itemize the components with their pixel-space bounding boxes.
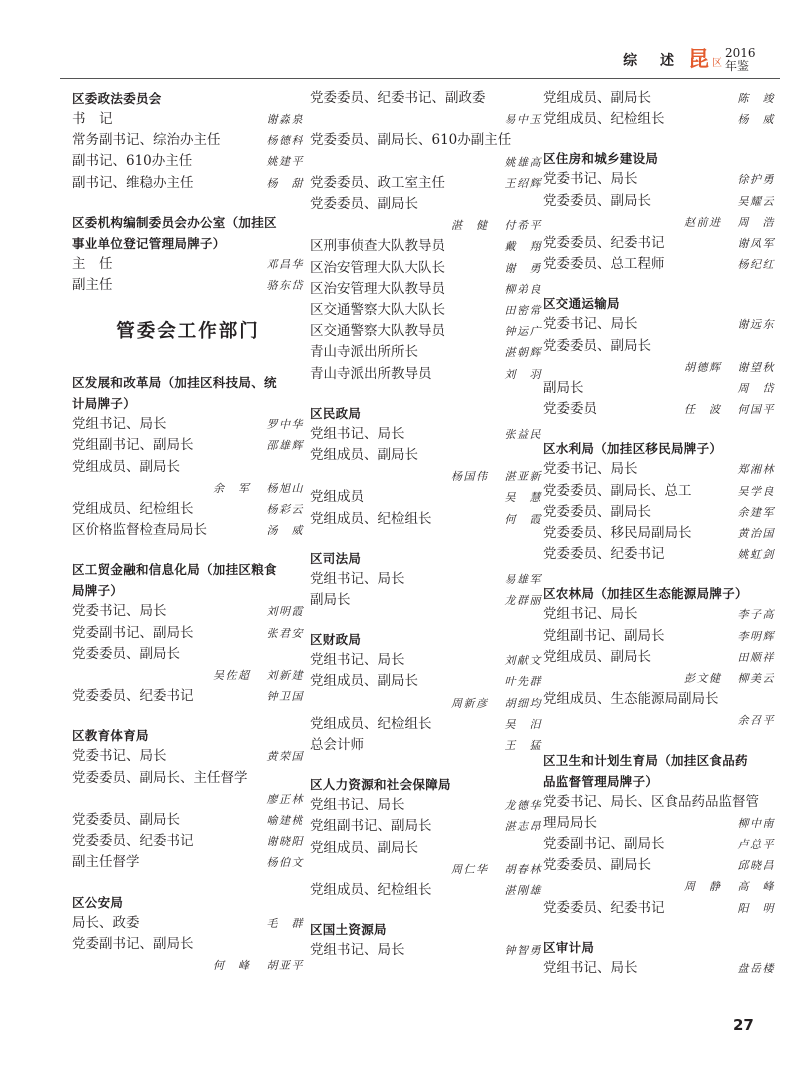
section-title: 区住房和城乡建设局 — [543, 151, 659, 167]
entry-role: 主 任 — [72, 255, 113, 272]
entry-row — [310, 487, 542, 508]
entry-row — [543, 109, 775, 130]
entry-names — [310, 859, 542, 880]
entry-name: 何国平 — [737, 403, 775, 417]
entry-name: 刘新建 — [266, 669, 304, 683]
entry-name: 杨国伟 — [451, 470, 489, 484]
entry-role: 党组成员、纪检组长 — [72, 501, 194, 518]
entry-row — [72, 913, 304, 934]
entry-name: 杨 甜 — [266, 176, 304, 190]
entry-role: 党委委员、副局长 — [543, 503, 651, 520]
section-label: 综 述 — [623, 53, 683, 69]
entry-names — [310, 693, 542, 714]
entry-row — [310, 671, 542, 692]
entry-row — [72, 254, 304, 275]
section-title: 区工贸金融和信息化局（加挂区粮食 — [72, 562, 277, 578]
entry-role: 党组成员、纪检组长 — [310, 882, 432, 899]
entry-names — [543, 876, 775, 897]
entry-name: 杨彩云 — [266, 503, 304, 517]
entry-row — [310, 364, 542, 385]
entry-names — [684, 399, 775, 420]
entry-name: 胡细均 — [504, 696, 542, 710]
entry-name: 龙德华 — [504, 799, 542, 813]
entry-row — [543, 88, 775, 109]
entry-names — [310, 466, 542, 487]
entry-name: 何 峰 — [213, 959, 251, 973]
entry-row — [543, 647, 775, 668]
entry-name: 谢晓阳 — [266, 835, 304, 849]
entry-row — [72, 130, 304, 151]
entry-name: 吴学良 — [737, 484, 775, 498]
entry-name: 戴 翔 — [504, 240, 542, 254]
section-title: 区卫生和计划生育局（加挂区食品药 — [543, 752, 748, 768]
entry-names — [543, 710, 775, 731]
entry-name: 余 军 — [213, 481, 251, 495]
entry-name: 谢 勇 — [504, 261, 542, 275]
entry-row — [310, 300, 542, 321]
entry-names — [310, 109, 542, 130]
section-title: 区委政法委员会 — [72, 91, 162, 106]
entry-role: 副主任 — [72, 277, 113, 294]
column-left — [72, 88, 304, 976]
entry-role: 副局长 — [310, 592, 351, 609]
entry-role: 副局长 — [543, 380, 584, 397]
entry-role: 党组书记、局长 — [310, 797, 405, 814]
entry-row — [310, 236, 542, 257]
entry-names — [72, 478, 304, 499]
entry-name: 高 峰 — [737, 880, 775, 894]
entry-row — [543, 378, 775, 399]
entry-role: 党委委员、副局长 — [543, 192, 651, 209]
entry-row — [310, 569, 542, 590]
entry-row — [543, 233, 775, 254]
section-title: 区审计局 — [543, 939, 595, 955]
entry-role: 党委委员、纪委书记 — [72, 833, 194, 850]
entry-name: 杨旭山 — [266, 481, 304, 495]
entry-role: 党委委员、副局长 — [310, 196, 418, 213]
entry-row — [72, 686, 304, 707]
page-header — [0, 0, 793, 80]
logo-label: 年鉴 — [725, 59, 750, 73]
entry-row — [72, 499, 304, 520]
entry-row — [72, 414, 304, 435]
entry-row — [310, 590, 542, 611]
entry-name: 骆东岱 — [266, 279, 304, 293]
entry-row — [543, 399, 775, 420]
section-title-cont: 品监督管理局牌子） — [543, 773, 659, 789]
entry-row — [72, 275, 304, 296]
entry-row — [310, 321, 542, 342]
entry-role: 党委委员、副局长、主任督学 — [72, 769, 248, 786]
entry-role: 党委书记、局长 — [72, 748, 167, 765]
section-title: 区水利局（加挂区移民局牌子） — [543, 441, 723, 457]
entry-row — [72, 520, 304, 541]
entry-row — [543, 813, 775, 834]
entry-name: 易雄军 — [504, 572, 542, 586]
entry-name: 湛朝辉 — [504, 346, 542, 360]
entry-name: 胡春林 — [504, 862, 542, 876]
section-title: 区人力资源和社会保障局 — [310, 777, 451, 793]
entry-row — [72, 173, 304, 194]
entry-row — [543, 834, 775, 855]
entry-role: 党委委员、副局长 — [72, 645, 180, 662]
section-title: 区委机构编制委员会办公室（加挂区 — [72, 214, 277, 230]
entry-role: 党组成员、副局长 — [310, 447, 418, 464]
entry-role: 党组书记、局长 — [72, 416, 167, 433]
section-title: 区公安局 — [72, 894, 124, 910]
entry-role: 党组书记、局长 — [543, 606, 638, 623]
entry-row — [310, 714, 542, 735]
entry-row — [310, 279, 542, 300]
entry-name: 任 波 — [684, 403, 722, 417]
entry-row — [543, 855, 775, 876]
entry-role: 党委委员、纪委书记 — [543, 235, 665, 252]
entry-role: 党委委员、纪委书记、副政委 — [310, 90, 486, 106]
entry-name: 邓昌华 — [266, 257, 304, 271]
entry-role: 党委委员、总工程师 — [543, 256, 665, 273]
entry-name: 田密常 — [504, 304, 542, 318]
entry-name: 邱晓昌 — [737, 859, 775, 873]
entry-name: 杨伯文 — [266, 856, 304, 870]
entry-role: 总会计师 — [310, 737, 364, 754]
entry-names — [310, 152, 542, 173]
entry-row — [543, 544, 775, 565]
logo-year: 2016 — [725, 46, 756, 60]
entry-row — [72, 109, 304, 130]
entry-row — [543, 604, 775, 625]
entry-row — [310, 816, 542, 837]
section-title: 区财政局 — [310, 632, 362, 648]
header-divider — [60, 78, 780, 79]
entry-name: 龙群丽 — [504, 594, 542, 608]
entry-role: 党组副书记、副局长 — [72, 437, 194, 454]
entry-name: 周新彦 — [451, 696, 489, 710]
entry-role: 党委书记、局长、区食品药品监督管 — [543, 793, 759, 810]
entry-row — [543, 626, 775, 647]
entry-name: 付希平 — [504, 219, 542, 233]
entry-name: 罗中华 — [266, 418, 304, 432]
entry-row — [310, 342, 542, 363]
entry-role: 区治安管理大队大队长 — [310, 259, 445, 276]
section-title: 区司法局 — [310, 550, 362, 566]
entry-role: 区刑事侦查大队教导员 — [310, 238, 445, 255]
entry-row — [310, 880, 542, 901]
entry-role: 党委委员、副局长 — [72, 812, 180, 829]
logo-glyph: 昆 — [688, 47, 709, 71]
entry-name: 何 霞 — [504, 512, 542, 526]
entry-row — [543, 254, 775, 275]
entry-name: 柳弟良 — [504, 282, 542, 296]
entry-name: 余召平 — [737, 714, 775, 728]
entry-row — [543, 523, 775, 544]
entry-name: 杨 威 — [737, 113, 775, 127]
entry-row — [310, 424, 542, 445]
entry-role: 党委委员、副局长、总工 — [543, 482, 692, 499]
entry-name: 周 浩 — [737, 215, 775, 229]
entry-role: 党委委员、纪委书记 — [543, 546, 665, 563]
entry-role: 青山寺派出所所长 — [310, 344, 418, 361]
entry-role: 书 记 — [72, 111, 113, 127]
entry-row — [543, 191, 775, 212]
entry-names — [310, 215, 542, 236]
section-title-cont: 事业单位登记管理局牌子） — [72, 235, 226, 251]
entry-name: 胡亚平 — [266, 959, 304, 973]
entry-row — [72, 831, 304, 852]
entry-name: 张益民 — [504, 427, 542, 441]
entry-row — [72, 852, 304, 873]
entry-row — [310, 735, 542, 756]
entry-name: 吴佐超 — [213, 669, 251, 683]
entry-name: 毛 群 — [266, 916, 304, 930]
entry-role: 党组成员、生态能源局副局长 — [543, 691, 719, 708]
section-title: 区交通运输局 — [543, 296, 620, 312]
entry-name: 徐护勇 — [737, 173, 775, 187]
entry-name: 谢淼泉 — [266, 113, 304, 126]
entry-name: 姚建平 — [266, 155, 304, 169]
entry-role: 党组书记、局长 — [310, 425, 405, 442]
entry-name: 湛志昂 — [504, 820, 542, 834]
entry-name: 谢远东 — [737, 318, 775, 332]
entry-role: 党组副书记、副局长 — [310, 818, 432, 835]
entry-name: 柳美云 — [737, 672, 775, 686]
entry-name: 张君安 — [266, 626, 304, 640]
entry-row — [310, 258, 542, 279]
entry-role: 党组成员、副局长 — [310, 839, 418, 856]
entry-name: 邵雄辉 — [266, 439, 304, 453]
entry-role: 党委委员、副局长 — [543, 857, 651, 874]
entry-role: 青山寺派出所教导员 — [310, 365, 432, 382]
section-title-cont: 计局牌子） — [72, 396, 137, 412]
entry-row — [543, 314, 775, 335]
page-number: 27 — [733, 1016, 754, 1034]
entry-name: 吴 慧 — [504, 491, 542, 505]
entry-names — [543, 357, 775, 378]
entry-name: 姚虹剑 — [737, 548, 775, 562]
entry-role: 区治安管理大队教导员 — [310, 280, 445, 297]
entry-row — [543, 898, 775, 919]
entry-role: 党委委员、移民局副局长 — [543, 525, 692, 542]
entry-name: 刘献文 — [504, 654, 542, 668]
section-title: 区发展和改革局（加挂区科技局、统 — [72, 375, 277, 391]
entry-name: 周仁华 — [451, 862, 489, 876]
entry-role: 党组成员、副局长 — [543, 90, 651, 106]
entry-role: 区交通警察大队大队长 — [310, 302, 445, 319]
entry-name: 汤 威 — [266, 524, 304, 538]
entry-role: 局长、政委 — [72, 914, 140, 931]
entry-role: 党组书记、局长 — [310, 942, 405, 959]
entry-role: 党委委员、纪委书记 — [543, 899, 665, 916]
entry-role: 党组书记、局长 — [310, 570, 405, 587]
section-title: 区教育体育局 — [72, 728, 149, 744]
entry-name: 胡德辉 — [684, 360, 722, 374]
entry-name: 杨纪红 — [737, 258, 775, 272]
entry-name: 钟智勇 — [504, 944, 542, 958]
entry-name: 盘岳楼 — [737, 961, 775, 975]
entry-row — [72, 435, 304, 456]
entry-role: 党委委员、纪委书记 — [72, 688, 194, 705]
entry-name: 周 静 — [684, 880, 722, 894]
entry-row — [543, 169, 775, 190]
entry-row — [543, 481, 775, 502]
entry-name: 廖正林 — [266, 792, 304, 806]
entry-role: 党组副书记、副局长 — [543, 627, 665, 644]
entry-names — [72, 955, 304, 976]
entry-role: 党委委员、副局长、610办副主任 — [310, 132, 512, 149]
entry-row — [72, 623, 304, 644]
entry-role: 党委书记、局长 — [543, 316, 638, 333]
entry-name: 吴 汨 — [504, 717, 542, 731]
entry-name: 易中玉 — [504, 113, 542, 127]
entry-name: 赵前进 — [684, 215, 722, 229]
entry-role: 党委副书记、副局长 — [72, 624, 194, 641]
logo-small-text: 区 — [712, 58, 722, 69]
entry-row — [310, 650, 542, 671]
entry-role: 区价格监督检查局局长 — [72, 522, 207, 539]
entry-name: 郑湘林 — [737, 463, 775, 477]
column-middle — [310, 88, 542, 962]
entry-name: 刘明霞 — [266, 605, 304, 619]
entry-name: 湛 健 — [451, 219, 489, 233]
entry-row — [310, 940, 542, 961]
entry-role: 党组书记、局长 — [310, 652, 405, 669]
entry-role: 党委委员、政工室主任 — [310, 174, 445, 191]
entry-names — [543, 212, 775, 233]
entry-name: 田顺祥 — [737, 650, 775, 664]
entry-role: 党委委员 — [543, 401, 597, 418]
entry-role: 党组书记、局长 — [543, 959, 638, 976]
entry-row — [72, 601, 304, 622]
entry-role: 副书记、维稳办主任 — [72, 174, 194, 191]
entry-role: 党委副书记、副局长 — [72, 935, 194, 952]
entry-role: 党组成员、纪检组长 — [310, 510, 432, 527]
entry-role: 党委书记、局长 — [72, 603, 167, 620]
entry-row — [543, 459, 775, 480]
entry-role: 区交通警察大队教导员 — [310, 323, 445, 340]
entry-name: 王绍辉 — [504, 176, 542, 190]
entry-row — [72, 810, 304, 831]
entry-role: 党组成员、副局长 — [310, 673, 418, 690]
entry-name: 黄荣国 — [266, 750, 304, 764]
entry-role: 党委书记、局长 — [543, 461, 638, 478]
entry-name: 周 岱 — [737, 382, 775, 396]
entry-name: 柳中南 — [737, 816, 775, 830]
entry-name: 叶先群 — [504, 675, 542, 689]
entry-name: 谢凤军 — [737, 237, 775, 251]
entry-role: 理局局长 — [543, 814, 597, 831]
entry-role: 党组成员、纪检组长 — [310, 715, 432, 732]
entry-row — [310, 795, 542, 816]
entry-name: 黄治国 — [737, 527, 775, 541]
entry-row — [72, 151, 304, 172]
entry-row — [310, 509, 542, 530]
entry-name: 钟卫国 — [266, 690, 304, 704]
entry-role: 副主任督学 — [72, 854, 140, 871]
entry-row — [543, 502, 775, 523]
entry-name: 陈 竣 — [737, 92, 775, 105]
column-right — [543, 88, 775, 979]
entry-role: 党组成员、副局长 — [72, 458, 180, 475]
chapter-title: 管委会工作部门 — [116, 321, 260, 343]
entry-names — [543, 668, 775, 689]
entry-role: 党委书记、局长 — [543, 171, 638, 188]
entry-name: 喻建桃 — [266, 814, 304, 828]
entry-name: 谢望秋 — [737, 360, 775, 374]
entry-name: 湛亚新 — [504, 470, 542, 484]
entry-role: 副书记、610办主任 — [72, 153, 193, 170]
entry-row — [543, 958, 775, 979]
yearbook-logo — [688, 46, 780, 76]
entry-role: 党委委员、副局长 — [543, 337, 651, 354]
entry-name: 李子高 — [737, 608, 775, 622]
entry-role: 常务副书记、综治办主任 — [72, 132, 221, 149]
entry-name: 卢总平 — [737, 838, 775, 852]
entry-name: 彭文健 — [684, 672, 722, 686]
entry-name: 杨德科 — [266, 134, 304, 148]
entry-names — [72, 789, 304, 810]
entry-name: 吴耀云 — [737, 194, 775, 208]
entry-names — [72, 665, 304, 686]
entry-role: 党组成员 — [310, 489, 364, 506]
entry-row — [72, 746, 304, 767]
entry-name: 湛刚雄 — [504, 884, 542, 898]
entry-name: 余建军 — [737, 505, 775, 519]
section-title-cont: 局牌子） — [72, 583, 124, 599]
entry-name: 阳 明 — [737, 901, 775, 915]
section-title: 区民政局 — [310, 405, 362, 421]
entry-role: 党组成员、副局长 — [543, 648, 651, 665]
entry-name: 姚雄高 — [504, 155, 542, 169]
entry-row — [310, 173, 542, 194]
section-title: 区国土资源局 — [310, 922, 387, 938]
entry-name: 钟运广 — [504, 325, 542, 339]
section-title: 区农林局（加挂区生态能源局牌子） — [543, 586, 748, 602]
entry-name: 刘 羽 — [504, 367, 542, 381]
entry-name: 李明辉 — [737, 629, 775, 643]
entry-role: 党组成员、纪检组长 — [543, 111, 665, 128]
entry-role: 党委副书记、副局长 — [543, 836, 665, 853]
entry-name: 王 猛 — [504, 739, 542, 753]
